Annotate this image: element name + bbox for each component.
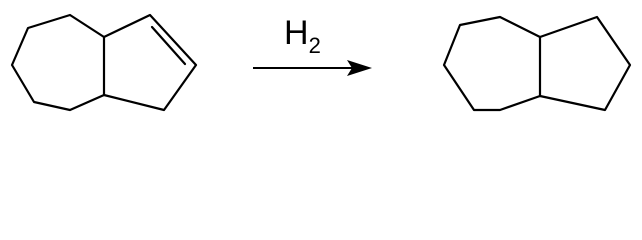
reactant-left-ring [12,15,104,110]
reaction-arrow [253,60,372,76]
product-right-ring [540,17,630,110]
reactant-double-bond [152,27,185,64]
reagent-label [284,14,321,58]
reactant-molecule [12,15,196,110]
reagent-subscript: 2 [308,33,321,58]
product-molecule [444,17,630,110]
reagent-symbol: H [284,14,309,52]
product-left-ring [444,17,540,110]
